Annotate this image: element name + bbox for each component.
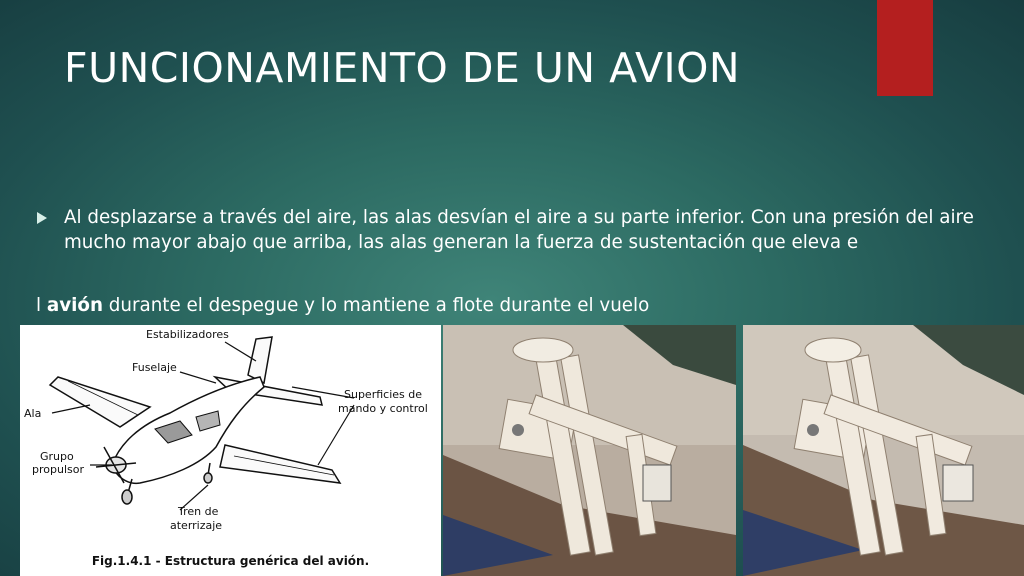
label-ala: Ala — [24, 407, 42, 420]
continuation-suffix: durante el despegue y lo mantiene a flote durante el vuelo — [102, 295, 650, 316]
continuation-prefix: l — [36, 295, 47, 316]
label-fuselaje: Fuselaje — [132, 361, 177, 374]
label-estabilizadores: Estabilizadores — [146, 328, 229, 341]
label-grupo-line1: Grupo — [40, 450, 74, 463]
airplane-drawing — [20, 325, 441, 576]
bullet-arrow-icon — [37, 212, 47, 224]
accent-bar — [877, 0, 933, 96]
slide-title: FUNCIONAMIENTO DE UN AVION — [64, 44, 741, 92]
airplane-diagram — [20, 325, 441, 576]
label-grupo-line2: propulsor — [32, 463, 84, 476]
label-superficies-line2: mando y control — [338, 402, 428, 415]
bullet-text: Al desplazarse a través del aire, las alas desvían el aire a su parte inferior. Con una presión del aire mucho mayor abajo que arriba, las alas generan la fuerza de sustentación que eleva e — [64, 207, 974, 253]
model-photo-1 — [443, 325, 736, 576]
label-tren-line2: aterrizaje — [170, 519, 223, 532]
figure-caption: Fig.1.4.1 - Estructura genérica del avión. — [91, 554, 370, 568]
label-superficies-line1: Superficies de — [344, 388, 423, 401]
model-photo-1-image — [443, 325, 736, 576]
model-photo-2-image — [743, 325, 1024, 576]
label-tren-line1: Tren de — [178, 505, 219, 518]
continuation-bold: avión — [46, 295, 103, 316]
model-photo-2 — [743, 325, 1024, 576]
continuation-text — [36, 293, 649, 318]
